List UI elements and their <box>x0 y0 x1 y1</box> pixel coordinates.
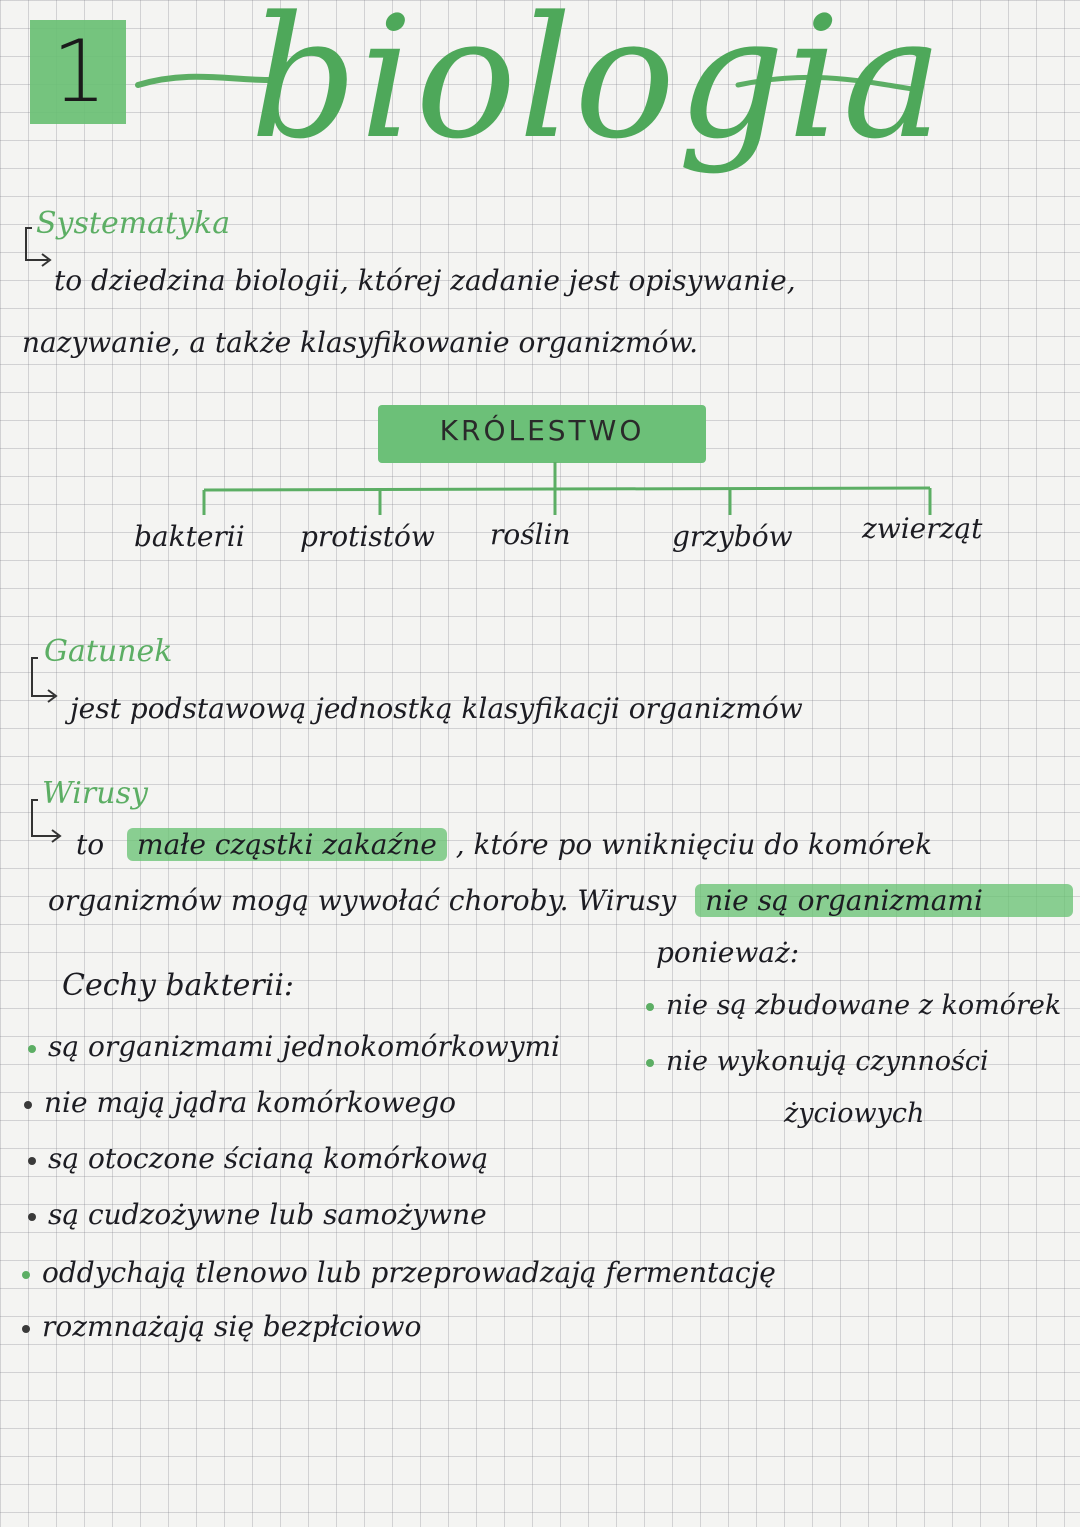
systematyka-definition-line1: to dziedzina biologii, której zadanie jest opisywanie, <box>54 264 796 297</box>
bullet-icon <box>22 1325 30 1333</box>
wirusy-reason-2 <box>646 1046 989 1077</box>
wirusy-line2 <box>48 884 1073 917</box>
bracket-arrow-icon <box>26 796 74 852</box>
bakterie-item-text: rozmnażają się bezpłciowo <box>42 1310 422 1343</box>
bakterie-item <box>28 1030 560 1063</box>
bracket-arrow-icon <box>26 654 66 710</box>
heading-gatunek: Gatunek <box>44 634 173 669</box>
wirusy-reason-2-cont: życiowych <box>784 1098 925 1129</box>
bakterie-item-text: są otoczone ścianą komórkową <box>48 1142 489 1175</box>
bullet-icon <box>646 1059 654 1067</box>
bakterie-item-text: są organizmami jednokomórkowymi <box>48 1030 561 1063</box>
wirusy-because: ponieważ: <box>656 936 800 969</box>
wirusy-reason-1-text: nie są zbudowane z komórek <box>666 990 1062 1021</box>
bakterie-item <box>24 1086 456 1119</box>
kingdom-item-roslin: roślin <box>490 518 571 551</box>
bakterie-item <box>28 1198 487 1231</box>
kingdom-item-zwierzat: zwierząt <box>862 512 983 545</box>
kingdom-label: KRÓLESTWO <box>439 414 645 447</box>
page-title: biologia <box>250 0 945 176</box>
heading-cechy-bakterii: Cechy bakterii: <box>62 968 295 1003</box>
bakterie-item <box>22 1310 421 1343</box>
systematyka-definition-line2: nazywanie, a także klasyfikowanie organizmów. <box>22 326 699 359</box>
kingdom-item-bakterii: bakterii <box>134 520 245 553</box>
kingdom-item-protistow: protistów <box>300 520 435 553</box>
page-number: 1 <box>52 22 107 122</box>
bullet-icon <box>28 1045 36 1053</box>
bullet-icon <box>28 1213 36 1221</box>
bakterie-item-text: oddychają tlenowo lub przeprowadzają fermentację <box>42 1256 776 1289</box>
bakterie-item-text: są cudzożywne lub samożywne <box>48 1198 487 1231</box>
gatunek-definition: jest podstawową jednostką klasyfikacji organizmów <box>70 692 803 725</box>
wirusy-highlight-nie-sa-organizmami: nie są organizmami <box>695 884 1073 917</box>
bakterie-item <box>22 1256 776 1289</box>
wirusy-line1 <box>76 828 932 861</box>
heading-systematyka: Systematyka <box>36 206 231 241</box>
heading-wirusy: Wirusy <box>42 776 148 811</box>
wirusy-line1-post: , które po wniknięciu do komórek <box>455 828 933 861</box>
bakterie-item-text: nie mają jądra komórkowego <box>44 1086 457 1119</box>
wirusy-reason-2-text: nie wykonują czynności <box>666 1046 989 1077</box>
bakterie-item <box>28 1142 488 1175</box>
bullet-icon <box>22 1271 30 1279</box>
wirusy-reason-1 <box>646 990 1061 1021</box>
bullet-icon <box>646 1003 654 1011</box>
bullet-icon <box>28 1157 36 1165</box>
kingdom-item-grzybow: grzybów <box>672 520 793 553</box>
wirusy-line2-pre: organizmów mogą wywołać choroby. Wirusy <box>48 884 677 917</box>
wirusy-highlight-male-czastki: małe cząstki zakaźne <box>127 828 447 861</box>
kingdom-tree-lines <box>190 460 950 520</box>
bullet-icon <box>24 1101 32 1109</box>
wirusy-line1-pre: to <box>76 828 105 861</box>
